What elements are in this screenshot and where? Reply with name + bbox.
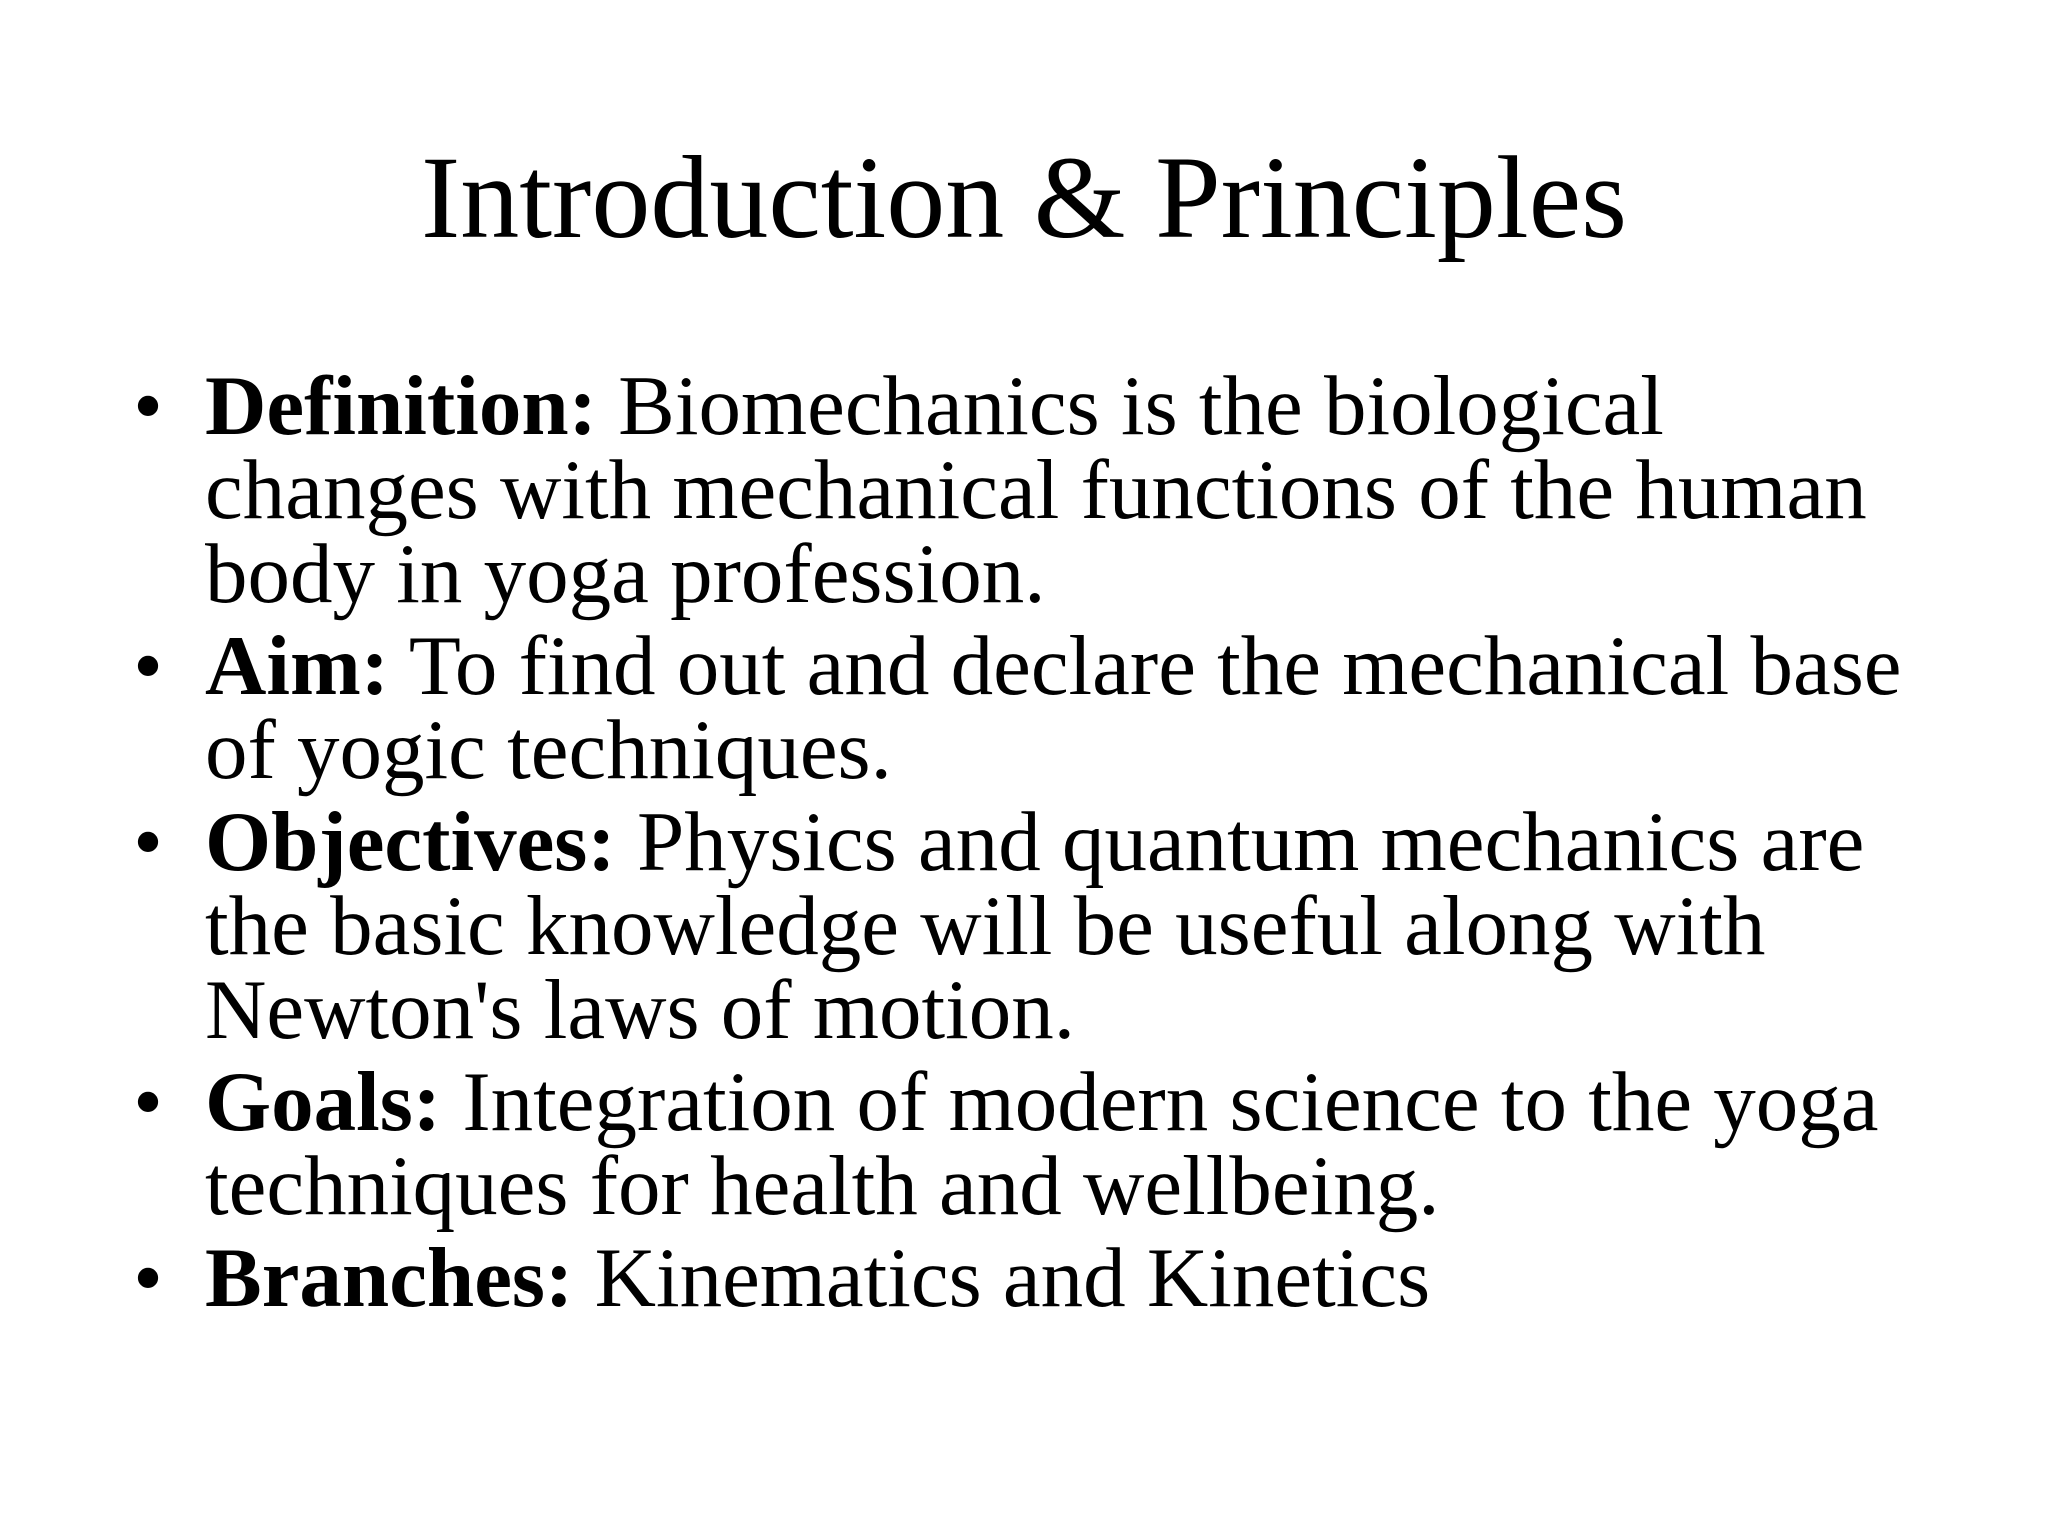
bullet-text: Biomechanics is the biological changes with mechanical functions of the human body in yoga profession. (205, 359, 1867, 621)
slide-title: Introduction & Principles (420, 132, 1628, 263)
bullet-aim (128, 619, 1948, 797)
bullet-branches (128, 1231, 1948, 1325)
bullet-label: Objectives: (205, 795, 616, 889)
bullet-label: Definition: (205, 359, 597, 453)
bullet-dot-icon: • (133, 795, 163, 889)
bullet-objectives (128, 795, 1948, 1057)
bullet-goals (128, 1055, 1948, 1233)
bullet-definition (128, 359, 1948, 621)
bullet-label: Goals: (205, 1055, 442, 1149)
bullet-list (128, 359, 1948, 1328)
bullet-label: Aim: (205, 619, 390, 713)
bullet-text: To find out and declare the mechanical base of yogic techniques. (205, 619, 1902, 797)
bullet-label: Branches: (205, 1231, 574, 1325)
bullet-text: Integration of modern science to the yoga techniques for health and wellbeing. (205, 1055, 1879, 1233)
bullet-dot-icon: • (133, 359, 163, 453)
bullet-dot-icon: • (133, 1055, 163, 1149)
bullet-dot-icon: • (133, 1231, 163, 1325)
bullet-text: Kinematics and Kinetics (573, 1231, 1431, 1325)
bullet-text: Physics and quantum mechanics are the basic knowledge will be useful along with Newton's laws of motion. (205, 795, 1865, 1057)
bullet-dot-icon: • (133, 619, 163, 713)
